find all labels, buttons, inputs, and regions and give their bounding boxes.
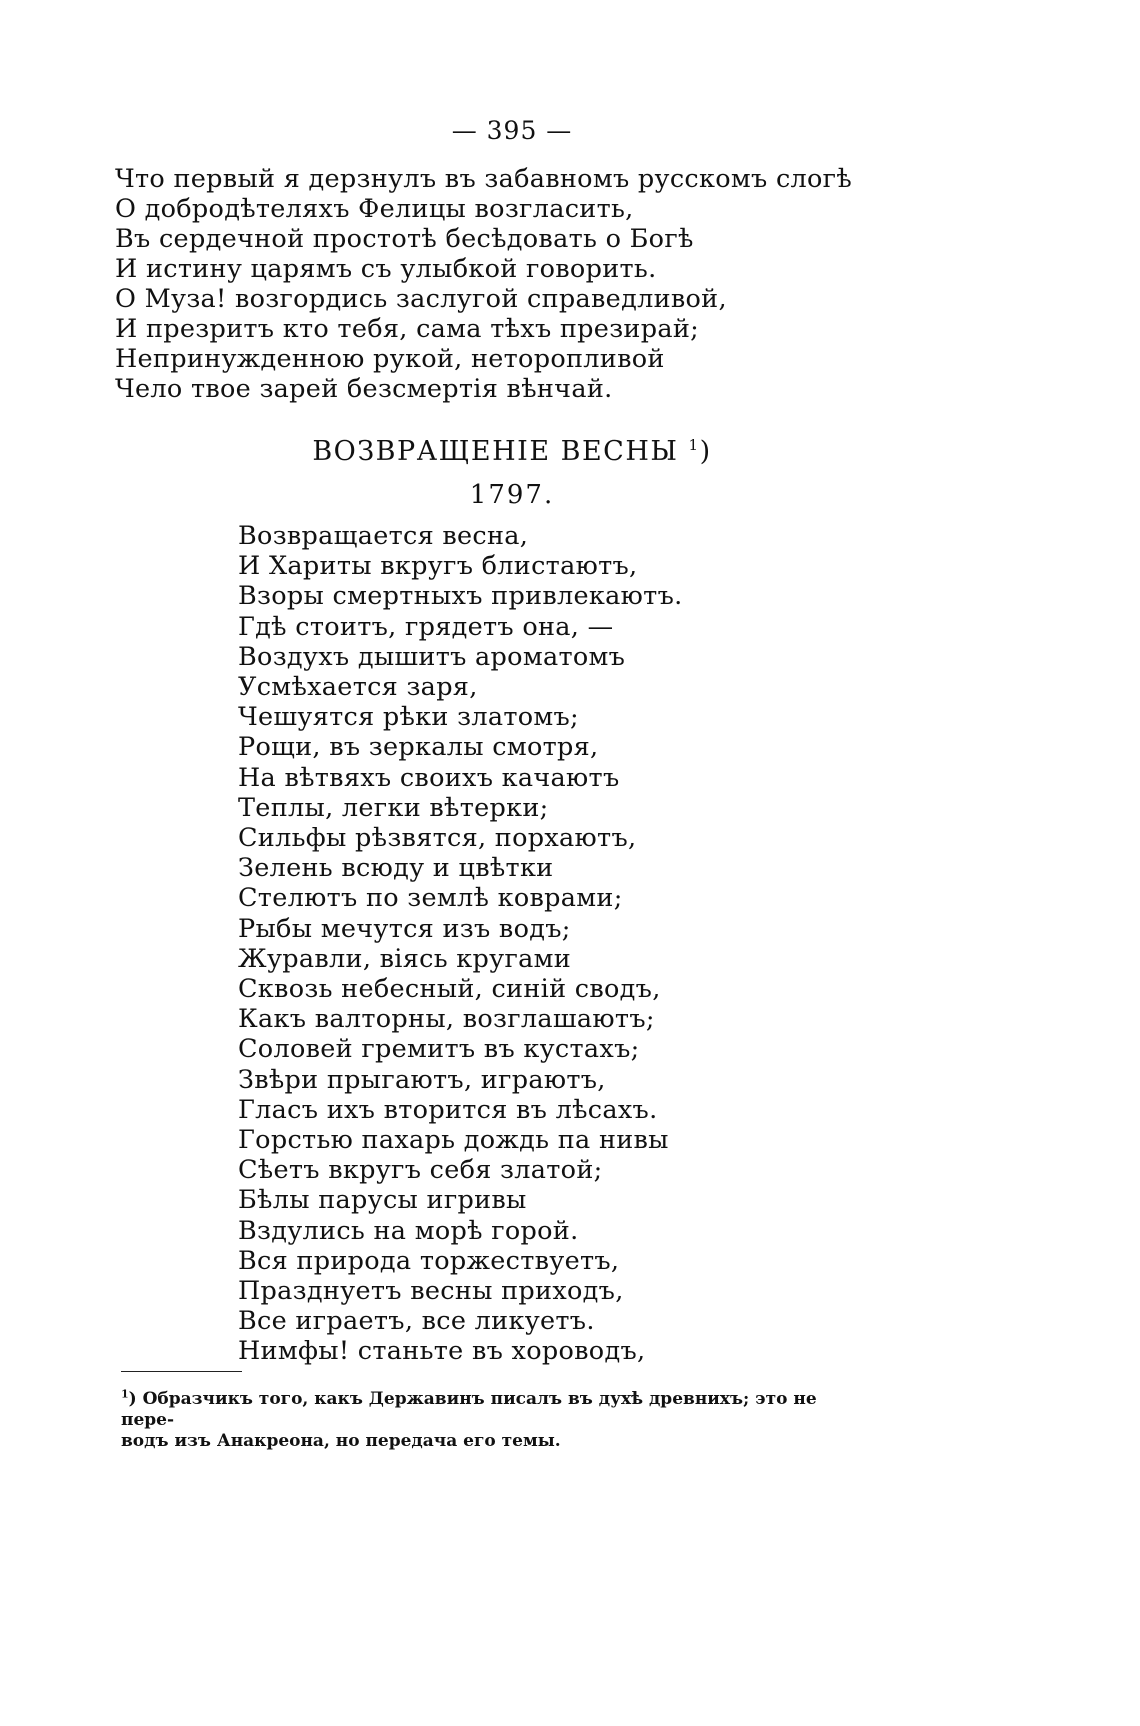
stanza-line: Въ сердечной простотѣ бесѣдовать о Богѣ [115,224,694,254]
poem-line: Зелень всюду и цвѣтки [238,853,554,884]
footnote-reference-paren: ) [699,436,712,467]
poem-line: Возвращается весна, [238,521,529,551]
poem-line: Сквозь небесный, синій сводъ, [238,974,661,1005]
stanza-line: Чело твое зарей безсмертія вѣнчай. [115,374,613,404]
stanza-line: О Муза! возгордись заслугой справедливой, [115,284,727,314]
page-number: — 395 — [451,116,573,145]
stanza-line: Что первый я дерзнулъ въ забавномъ русскомъ слогѣ [115,164,853,194]
poem-line: Все играетъ, все ликуетъ. [238,1306,595,1337]
poem-line: Вздулись на морѣ горой. [238,1215,579,1246]
poem-line: Сѣетъ вкругъ себя златой; [238,1155,603,1186]
poem-line: Усмѣхается заря, [238,672,478,703]
poem-line: Гдѣ стоитъ, грядетъ она, — [238,611,614,642]
poem-line: Взоры смертныхъ привлекаютъ. [238,581,683,612]
stanza-line: Непринужденною рукой, неторопливой [115,344,665,374]
poem-line: Рыбы мечутся изъ водъ; [238,913,571,944]
poem-line: Теплы, легки вѣтерки; [238,792,549,823]
footnote-separator [121,1371,242,1372]
poem-line: Нимфы! станьте въ хороводъ, [238,1336,646,1367]
opening-stanza [115,164,852,404]
footnote [121,1383,861,1452]
footnote-reference: 1 [688,436,700,454]
poem-line: На вѣтвяхъ своихъ качаютъ [238,762,620,793]
poem-line: Какъ валторны, возглашаютъ; [238,1004,655,1035]
footnote-text: ) Образчикъ того, какъ Державинъ писалъ въ духѣ древнихъ; это не пере- [121,1388,817,1430]
poem-title-text: ВОЗВРАЩЕНІЕ ВЕСНЫ [312,436,679,467]
poem-year: 1797. [469,480,555,510]
poem-body [238,521,683,1367]
footnote-text-continued: водъ изъ Анакреона, но передача его темы. [121,1430,561,1451]
poem-line: Воздухъ дышитъ ароматомъ [238,641,626,672]
poem-line: Чешуятся рѣки златомъ; [238,702,579,733]
poem-line: Стелютъ по землѣ коврами; [238,883,623,914]
footnote-mark: 1 [121,1387,129,1400]
poem-line: Празднуетъ весны приходъ, [238,1276,624,1307]
poem-line: Гласъ ихъ вторится въ лѣсахъ. [238,1094,658,1125]
poem-line: Горстью пахарь дождь па нивы [238,1125,669,1156]
stanza-line: И презритъ кто тебя, сама тѣхъ презирай; [115,314,700,344]
poem-line: И Хариты вкругъ блистаютъ, [238,551,638,582]
stanza-line: И истину царямъ съ улыбкой говорить. [115,254,657,284]
poem-line: Сильфы рѣзвятся, порхаютъ, [238,823,637,854]
poem-line: Соловей гремитъ въ кустахъ; [238,1034,640,1065]
poem-line: Рощи, въ зеркалы смотря, [238,732,599,763]
poem-line: Бѣлы парусы игривы [238,1185,527,1216]
poem-line: Вся природа торжествуетъ, [238,1245,620,1276]
poem-line: Звѣри прыгаютъ, играютъ, [238,1064,606,1095]
poem-line: Журавли, віясь кругами [238,943,572,974]
poem-title [0,436,1024,467]
stanza-line: О добродѣтеляхъ Фелицы возгласить, [115,194,634,224]
